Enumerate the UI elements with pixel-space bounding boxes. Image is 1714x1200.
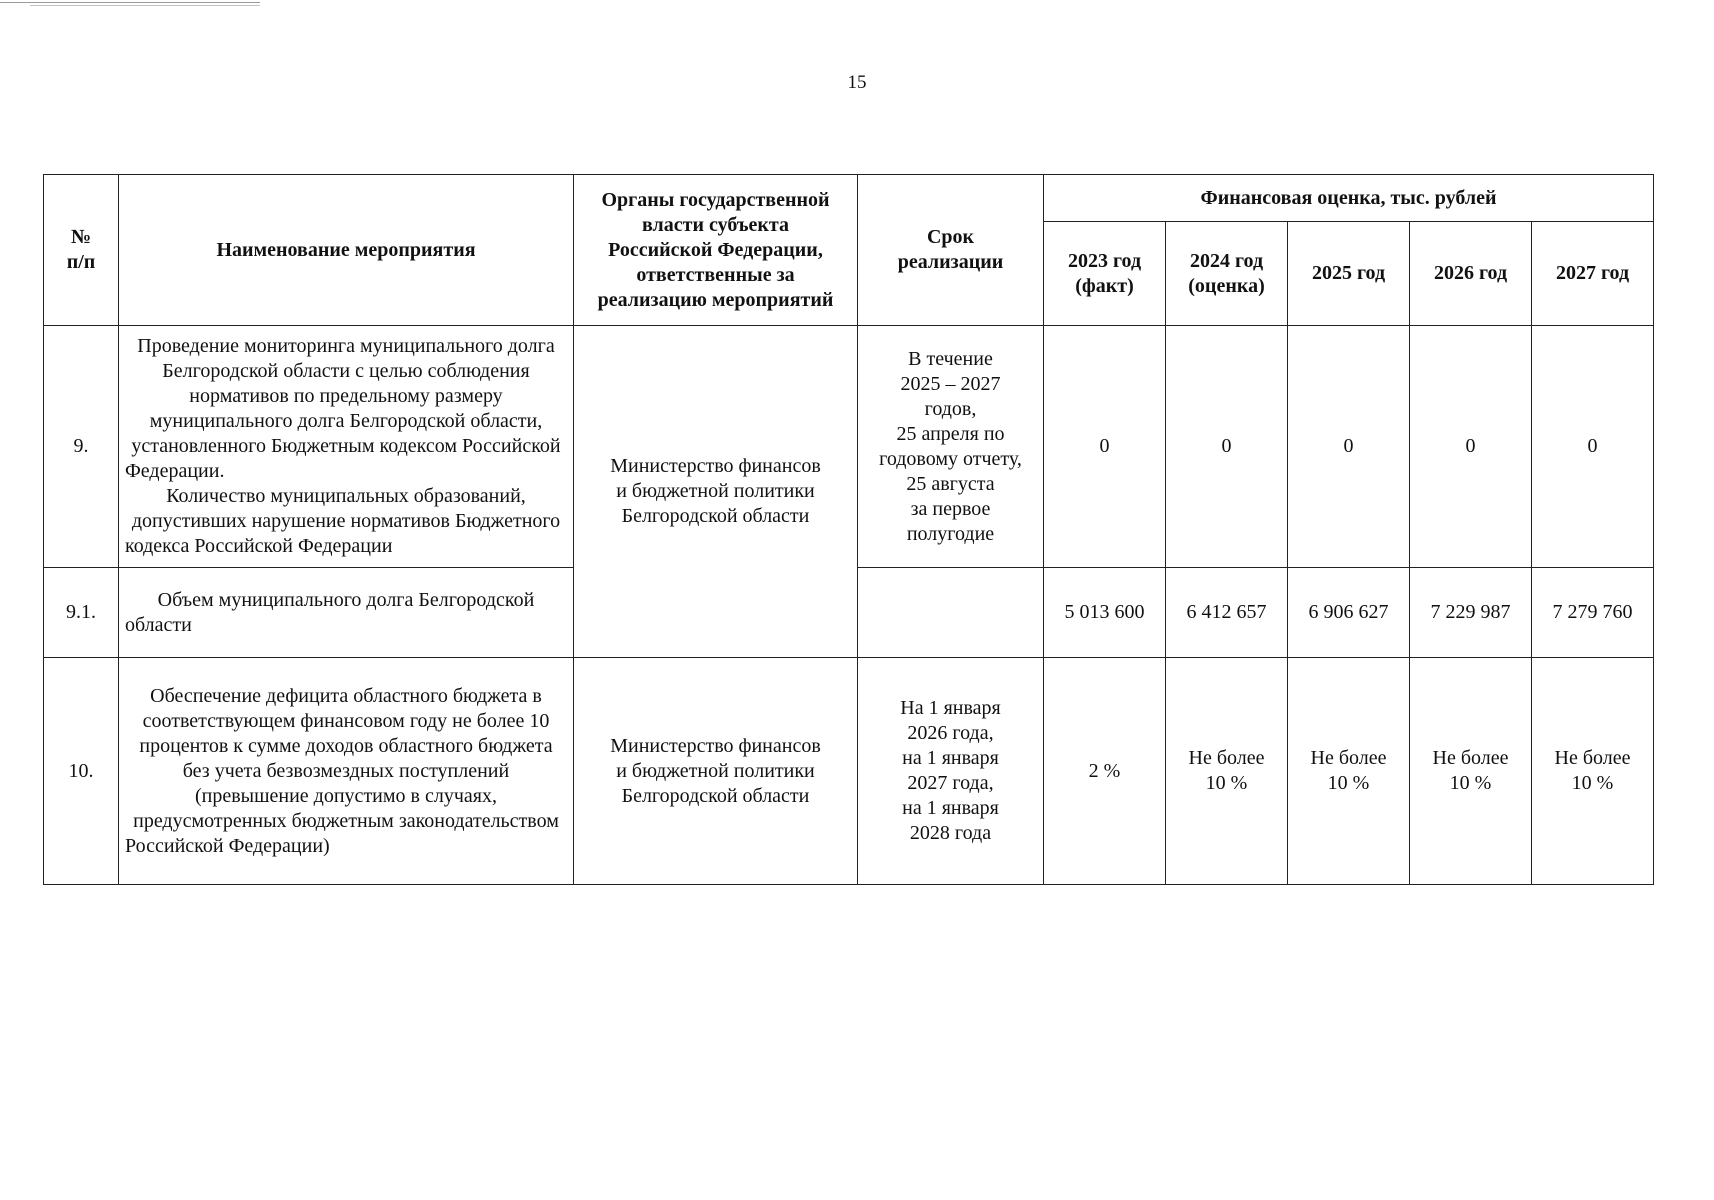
value-2025: 6 906 627 [1288, 568, 1410, 658]
header-year-line: 2023 год [1067, 249, 1142, 272]
row-deadline-line: В течение [908, 347, 993, 370]
header-finance-group: Финансовая оценка, тыс. рублей [1044, 175, 1654, 222]
header-row-1 [44, 175, 1654, 222]
row-deadline-line: на 1 января [902, 747, 999, 769]
value-2023 [1044, 658, 1166, 885]
header-num-line: п/п [66, 251, 96, 273]
row-deadline [858, 658, 1044, 885]
value-2027 [1532, 658, 1654, 885]
row-deadline-line: годовому отчету, [879, 447, 1022, 470]
header-authority-line: ответственные за [636, 263, 795, 286]
header-num-line: № [70, 226, 92, 248]
header-authority [574, 175, 858, 326]
header-year-line: 2024 год [1189, 249, 1264, 272]
row-num: 9.1. [44, 568, 119, 658]
row-deadline-line: полугодие [906, 522, 995, 545]
value-2023: 5 013 600 [1044, 568, 1166, 658]
value-2027: 0 [1532, 326, 1654, 568]
value-2024 [1166, 658, 1288, 885]
value-line: Не более [1554, 747, 1631, 769]
row-deadline [858, 568, 1044, 658]
value-2024: 0 [1166, 326, 1288, 568]
measures-table [43, 174, 1654, 885]
row-authority-line: Министерство финансов [610, 455, 821, 477]
row-authority-line: Белгородской области [621, 505, 810, 527]
table-row [44, 658, 1654, 885]
row-authority [574, 658, 858, 885]
row-name: Обеспечение дефицита областного бюджета в соответствующем финансовом году не более 10 процентов к сумме доходов областного бюджета без учета безвозмездных поступлений (превышение допустимо в случаях, предусмотренных бюджетным законодательством Российской Федерации) [119, 658, 574, 885]
header-year-line: (оценка) [1188, 274, 1265, 297]
value-line: Не более [1310, 747, 1387, 769]
header-year-2027: 2027 год [1532, 222, 1654, 326]
row-deadline-line: на 1 января [902, 797, 999, 819]
value-2027: 7 279 760 [1532, 568, 1654, 658]
header-year-2024 [1166, 222, 1288, 326]
header-year-line: (факт) [1075, 274, 1134, 297]
row-authority-line: Белгородской области [621, 784, 810, 807]
header-authority-line: реализацию мероприятий [597, 288, 834, 311]
value-line: 10 % [1449, 772, 1492, 794]
row-authority-line: Министерство финансов [610, 734, 821, 757]
header-authority-line: Российской Федерации, [608, 238, 823, 261]
value-line: 10 % [1205, 772, 1248, 794]
value-2026: 0 [1410, 326, 1532, 568]
scan-artifact-line [30, 5, 260, 6]
value-2026: 7 229 987 [1410, 568, 1532, 658]
row-deadline-line: 2027 года, [907, 772, 994, 794]
row-num: 10. [44, 658, 119, 885]
header-authority-line: Органы государственной [601, 188, 830, 211]
row-deadline-line: На 1 января [900, 697, 1001, 719]
row-deadline-line: 25 августа [906, 472, 995, 495]
header-num [44, 175, 119, 326]
row-deadline-line: 25 апреля по [896, 422, 1005, 445]
header-year-2026: 2026 год [1410, 222, 1532, 326]
row-deadline-line: годов, [924, 397, 977, 420]
row-deadline-line: 2028 года [909, 822, 992, 844]
page-number: 15 [847, 72, 867, 93]
header-deadline-line: Срок [926, 226, 975, 248]
row-deadline-line: 2026 года, [907, 722, 994, 744]
header-authority-line: власти субъекта [642, 213, 789, 236]
value-2025 [1288, 658, 1410, 885]
row-name-text: Проведение мониторинга муниципального долга Белгородской области с целью соблюдения нормативов по предельному размеру муниципального долга Белгородской области, установленного Бюджетным кодексом Российской Федерации. [125, 335, 561, 482]
row-name-text: Количество муниципальных образований, допустивших нарушение нормативов Бюджетного кодекса Российской Федерации [125, 485, 561, 557]
row-deadline-line: за первое [910, 497, 991, 520]
row-authority-line: и бюджетной политики [616, 480, 815, 502]
row-deadline [858, 326, 1044, 568]
value-line: 10 % [1327, 772, 1370, 794]
value-2023: 0 [1044, 326, 1166, 568]
value-2026 [1410, 658, 1532, 885]
value-2025: 0 [1288, 326, 1410, 568]
header-year-2025: 2025 год [1288, 222, 1410, 326]
value-line: Не более [1432, 747, 1509, 769]
header-name: Наименование мероприятия [119, 175, 574, 326]
value-2024: 6 412 657 [1166, 568, 1288, 658]
value-line: Не более [1188, 747, 1265, 769]
value-line: 2 % [1088, 759, 1121, 782]
header-year-2023 [1044, 222, 1166, 326]
row-name: Объем муниципального долга Белгородской области [119, 568, 574, 658]
row-deadline-line: 2025 – 2027 [900, 372, 1001, 395]
row-authority-line: и бюджетной политики [616, 759, 815, 782]
row-authority [574, 326, 858, 658]
header-deadline-line: реализации [897, 251, 1004, 273]
table-row [44, 326, 1654, 568]
row-name [119, 326, 574, 568]
value-line: 10 % [1571, 772, 1614, 794]
scan-artifact-line [0, 2, 260, 3]
header-deadline [858, 175, 1044, 326]
row-num: 9. [44, 326, 119, 568]
